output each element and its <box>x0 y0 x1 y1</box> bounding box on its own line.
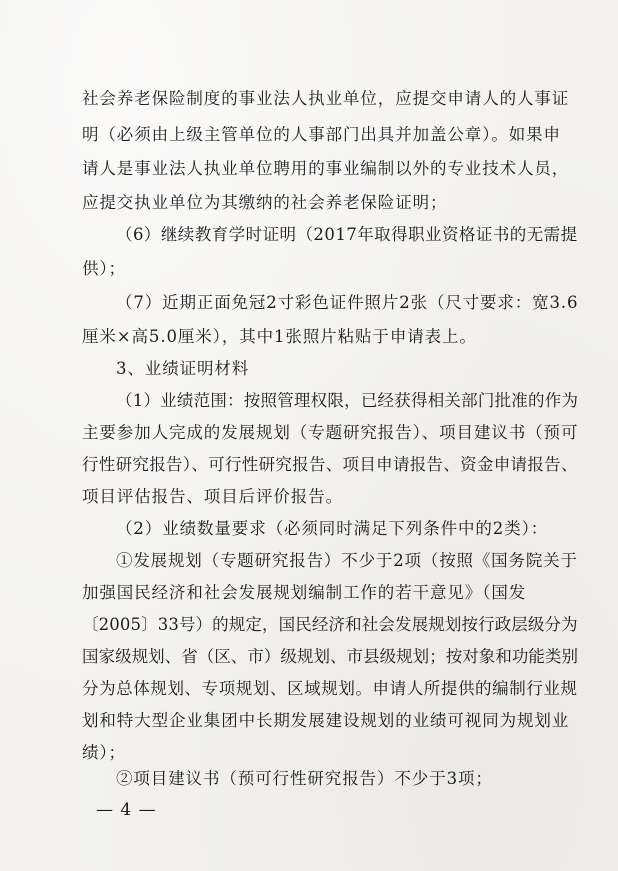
text-line: 绩）； <box>82 743 126 762</box>
text-line: （1）业绩范围：按照管理权限，已经获得相关部门批准的作为 <box>116 391 579 410</box>
text-line: 项目评估报告、项目后评价报告。 <box>82 487 343 506</box>
text-line: 明（必须由上级主管单位的人事部门出具并加盖公章）。如果申 <box>82 125 561 144</box>
section-heading: 3、业绩证明材料 <box>116 359 250 378</box>
text-line: 行性研究报告）、可行性研究报告、项目申请报告、资金申请报告、 <box>82 455 578 474</box>
text-line: 加强国民经济和社会发展规划编制工作的若干意见》（国发 <box>82 583 527 602</box>
text-line: 〔2005〕33号）的规定，国民经济和社会发展规划按行政层级分为 <box>82 615 578 634</box>
text-line: ①发展规划（专题研究报告）不少于2项（按照《国务院关于 <box>116 551 578 570</box>
text-line: （6）继续教育学时证明（2017年取得职业资格证书的无需提 <box>116 225 578 244</box>
text-line: 分为总体规划、专项规划、区域规划。申请人所提供的编制行业规 <box>82 679 578 698</box>
text-line: 供）； <box>82 259 126 278</box>
text-line: ②项目建议书（预可行性研究报告）不少于3项； <box>116 769 493 788</box>
text-line: 主要参加人完成的发展规划（专题研究报告）、项目建议书（预可 <box>82 423 579 442</box>
text-line: 国家级规划、省（区、市）级规划、市县级规划；按对象和功能类别 <box>82 647 578 666</box>
text-line: （2）业绩数量要求（必须同时满足下列条件中的2类）： <box>116 519 549 538</box>
text-line: （7）近期正面免冠2寸彩色证件照片2张（尺寸要求：宽3.6 <box>116 293 579 312</box>
text-line: 应提交执业单位为其缴纳的社会养老保险证明； <box>82 193 448 212</box>
page-number: — 4 — <box>96 800 157 820</box>
text-line: 请人是事业法人执业单位聘用的事业编制以外的专业技术人员， <box>82 159 570 178</box>
text-line: 厘米×高5.0厘米），其中1张照片粘贴于申请表上。 <box>82 327 477 346</box>
text-line: 社会养老保险制度的事业法人执业单位，应提交申请人的人事证 <box>82 89 570 108</box>
text-line: 划和特大型企业集团中长期发展建设规划的业绩可视同为规划业 <box>82 711 570 730</box>
